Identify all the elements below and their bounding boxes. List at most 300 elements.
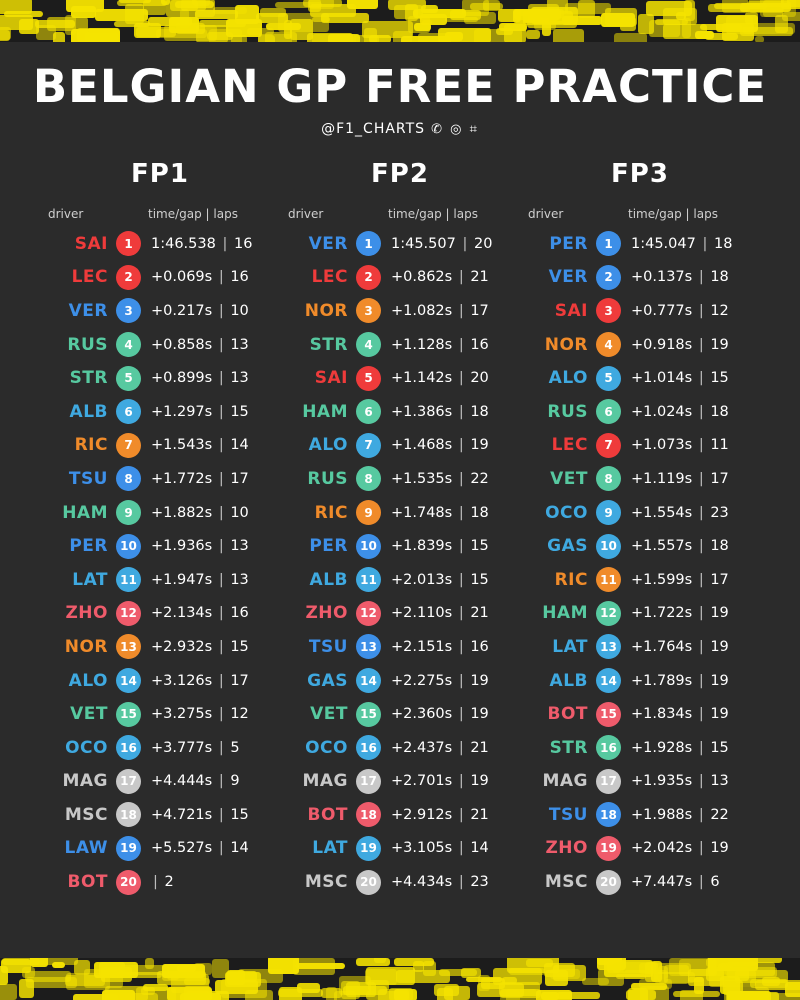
laps-value: 14 [230,437,249,454]
position-badge: 12 [596,601,621,626]
time-gap-laps [391,639,489,655]
laps-value: 18 [710,538,729,555]
position-badge: 14 [356,668,381,693]
time-value: +1.014s [631,370,693,387]
header-time-gap-laps: time/gap | laps [148,207,238,221]
laps-value: 21 [470,605,489,622]
time-gap-laps [151,874,174,890]
driver-code: VER [308,233,348,254]
position-badge: 13 [596,634,621,659]
time-value: +2.912s [391,806,453,823]
kerb-blob [626,990,655,1000]
table-row [284,361,516,395]
separator: | [694,571,709,588]
table-row [524,798,756,832]
table-row [44,395,276,429]
driver-code: LEC [311,267,348,288]
kerb-blob [523,10,539,22]
kerb-blob [725,962,776,977]
header-driver: driver [528,207,564,221]
time-gap-laps [391,437,489,453]
separator: | [694,302,709,319]
table-row [44,697,276,731]
time-gap-laps [151,639,249,655]
position-badge: 19 [596,836,621,861]
driver-code: SAI [314,368,348,389]
time-gap-laps [151,572,249,588]
driver-code: RUS [547,401,588,422]
separator: | [214,336,229,353]
position-badge: 4 [356,332,381,357]
time-value: +1.936s [151,538,213,555]
time-value: +1.073s [631,437,693,454]
separator: | [454,437,469,454]
time-gap-laps [151,337,249,353]
driver-code: NOR [544,334,588,355]
time-gap-laps [391,874,489,890]
laps-value: 18 [710,269,729,286]
table-row [284,429,516,463]
separator: | [694,504,709,521]
time-gap-laps [631,538,729,554]
driver-code: STR [549,737,588,758]
table-row [284,328,516,362]
position-badge: 1 [116,231,141,256]
separator: | [214,571,229,588]
separator: | [694,605,709,622]
position-badge: 4 [116,332,141,357]
time-value: +1.599s [631,571,693,588]
time-gap-laps [631,404,729,420]
kerb-blob [53,32,65,42]
driver-code: LEC [551,435,588,456]
time-value: 1:45.047 [631,235,696,252]
kerb-blob [496,28,513,36]
time-value: +3.126s [151,672,213,689]
driver-code: HAM [302,401,348,422]
driver-code: ZHO [305,603,348,624]
table-row [524,563,756,597]
laps-value: 6 [710,874,720,891]
time-value: +1.839s [391,538,453,555]
time-value: +2.013s [391,571,453,588]
separator: | [454,269,469,286]
position-badge: 16 [596,735,621,760]
kerb-blob [394,989,417,1000]
laps-value: 17 [470,302,489,319]
separator: | [694,806,709,823]
time-gap-laps [631,572,729,588]
time-gap-laps [631,303,729,319]
table-row [524,765,756,799]
time-gap-laps [631,807,729,823]
position-badge: 5 [116,366,141,391]
laps-value: 2 [164,874,174,891]
header-driver: driver [288,207,324,221]
laps-value: 19 [470,437,489,454]
table-row [524,294,756,328]
kerb-blob [673,991,719,997]
time-gap-laps [631,236,732,252]
laps-value: 15 [230,638,249,655]
laps-value: 15 [230,403,249,420]
driver-code: RUS [307,468,348,489]
time-value: 1:46.538 [151,235,216,252]
driver-code: ALO [548,368,588,389]
separator: | [153,874,163,891]
time-value: +1.764s [631,638,693,655]
laps-value: 18 [470,403,489,420]
social-icons: ✆ ◎ ⌗ [431,122,479,137]
time-gap-laps [391,773,489,789]
separator: | [694,269,709,286]
laps-value: 12 [230,706,249,723]
kerb-blob [785,982,800,997]
position-badge: 9 [356,500,381,525]
time-gap-laps [631,471,729,487]
time-gap-laps [631,269,729,285]
driver-code: MAG [542,771,588,792]
laps-value: 16 [470,638,489,655]
kerb-blob [638,14,654,34]
time-value: +1.988s [631,806,693,823]
kerb-blob [645,962,658,982]
time-value: +1.834s [631,706,693,723]
laps-value: 13 [230,336,249,353]
kerb-blob [439,969,477,976]
time-gap-laps [631,773,729,789]
time-value: +5.527s [151,840,213,857]
session-column-fp2 [284,159,516,899]
kerb-blob [136,987,176,1000]
table-row [524,697,756,731]
driver-code: MAG [62,771,108,792]
driver-code: TSU [68,468,108,489]
time-gap-laps [151,840,249,856]
driver-code: BOT [307,804,348,825]
table-row [524,865,756,899]
kerb-blob [437,988,453,1000]
time-value: +1.082s [391,302,453,319]
laps-value: 20 [473,235,493,252]
separator: | [694,437,709,454]
separator: | [214,638,229,655]
table-row [284,798,516,832]
driver-code: OCO [545,502,588,523]
position-badge: 8 [356,466,381,491]
driver-code: RIC [74,435,108,456]
laps-value: 14 [230,840,249,857]
session-title: FP3 [611,159,669,189]
table-row [524,227,756,261]
time-gap-laps [391,605,489,621]
separator: | [214,437,229,454]
table-row [44,664,276,698]
laps-value: 16 [233,235,253,252]
separator: | [454,504,469,521]
time-gap-laps [151,740,240,756]
laps-value: 22 [710,806,729,823]
kerb-blob [22,967,35,978]
kerb-blob [464,12,496,24]
position-badge: 2 [596,265,621,290]
table-row [284,597,516,631]
kerb-blob [578,0,596,18]
column-headers [524,207,756,221]
laps-value: 13 [230,370,249,387]
separator: | [454,773,469,790]
position-badge: 14 [116,668,141,693]
laps-value: 21 [470,739,489,756]
driver-code: SAI [554,300,588,321]
time-value: +3.275s [151,706,213,723]
time-gap-laps [631,370,729,386]
kerb-blob [527,21,577,28]
time-gap-laps [631,505,729,521]
time-value: +1.554s [631,504,693,521]
time-value: +0.858s [151,336,213,353]
table-row [44,294,276,328]
position-badge: 17 [596,769,621,794]
laps-value: 13 [230,571,249,588]
separator: | [214,269,229,286]
driver-code: LAT [552,636,588,657]
laps-value: 17 [230,470,249,487]
time-value: +1.468s [391,437,453,454]
table-row [44,328,276,362]
separator: | [214,706,229,723]
time-gap-laps [151,370,249,386]
separator: | [214,773,229,790]
time-value: +0.217s [151,302,213,319]
kerb-stripe-bottom [0,958,800,1000]
driver-code: VER [548,267,588,288]
kerb-blob [477,983,523,997]
session-column-fp1 [44,159,276,899]
separator: | [214,806,229,823]
time-value: +2.360s [391,706,453,723]
position-badge: 14 [596,668,621,693]
time-gap-laps [151,303,249,319]
kerb-blob [52,962,65,968]
time-value: +1.024s [631,403,693,420]
position-badge: 9 [116,500,141,525]
time-value: +2.042s [631,840,693,857]
kerb-blob [297,983,319,992]
table-row [284,529,516,563]
time-gap-laps [391,236,492,252]
laps-value: 13 [710,773,729,790]
time-gap-laps [631,639,729,655]
kerb-blob [125,4,144,24]
table-row [284,832,516,866]
kerb-blob [541,992,559,1000]
position-badge: 13 [116,634,141,659]
time-value: +2.110s [391,605,453,622]
time-value: +1.535s [391,470,453,487]
time-gap-laps [151,706,249,722]
time-value: +3.777s [151,739,213,756]
position-badge: 6 [356,399,381,424]
time-gap-laps [151,538,249,554]
time-gap-laps [391,740,489,756]
time-value: +1.947s [151,571,213,588]
table-row [44,798,276,832]
time-gap-laps [151,437,249,453]
table-row [524,630,756,664]
time-value: +0.137s [631,269,693,286]
time-value: +3.105s [391,840,453,857]
laps-value: 5 [230,739,240,756]
position-badge: 8 [596,466,621,491]
kerb-blob [303,0,342,7]
time-value: +1.928s [631,739,693,756]
kerb-blob [0,30,10,41]
laps-value: 19 [710,336,729,353]
driver-code: RUS [67,334,108,355]
separator: | [214,403,229,420]
time-value: +1.882s [151,504,213,521]
separator: | [454,571,469,588]
kerb-blob [598,969,624,985]
table-row [524,261,756,295]
table-row [284,227,516,261]
time-value: +1.772s [151,470,213,487]
table-row [524,361,756,395]
kerb-blob [341,981,360,999]
social-handle [0,121,800,137]
time-gap-laps [391,337,489,353]
kerb-blob [394,958,435,966]
driver-code: ZHO [545,838,588,859]
position-badge: 10 [116,534,141,559]
position-badge: 10 [596,534,621,559]
time-gap-laps [391,706,489,722]
separator: | [454,840,469,857]
driver-code: VET [70,704,108,725]
time-value: +1.297s [151,403,213,420]
handle-text: @F1_CHARTS [321,121,426,137]
table-row [284,697,516,731]
time-value: +2.701s [391,773,453,790]
kerb-blob [418,33,460,42]
separator: | [214,504,229,521]
time-value: +0.862s [391,269,453,286]
time-gap-laps [151,505,249,521]
driver-code: ALO [308,435,348,456]
position-badge: 15 [356,702,381,727]
driver-code: NOR [64,636,108,657]
position-badge: 1 [596,231,621,256]
column-headers [44,207,276,221]
driver-code: PER [549,233,588,254]
driver-code: MSC [64,804,108,825]
table-row [284,630,516,664]
table-row [284,731,516,765]
laps-value: 9 [230,773,240,790]
table-row [44,630,276,664]
laps-value: 19 [710,840,729,857]
time-gap-laps [631,740,729,756]
time-gap-laps [631,337,729,353]
table-row [524,328,756,362]
time-gap-laps [631,706,729,722]
separator: | [454,638,469,655]
laps-value: 22 [470,470,489,487]
time-gap-laps [151,773,240,789]
driver-code: NOR [304,300,348,321]
driver-code: LEC [71,267,108,288]
time-value: +1.722s [631,605,693,622]
separator: | [694,370,709,387]
position-badge: 5 [596,366,621,391]
position-badge: 20 [596,870,621,895]
time-gap-laps [151,471,249,487]
kerb-blob [556,992,599,999]
driver-code: GAS [307,670,348,691]
table-row [524,664,756,698]
separator: | [694,773,709,790]
kerb-blob [388,0,426,10]
table-row [44,429,276,463]
time-gap-laps [391,673,489,689]
separator: | [214,739,229,756]
table-row [284,563,516,597]
position-badge: 2 [356,265,381,290]
separator: | [694,672,709,689]
time-value: +4.444s [151,773,213,790]
laps-value: 15 [230,806,249,823]
kerb-blob [180,993,222,1000]
kerb-blob [553,29,584,42]
time-gap-laps [151,605,249,621]
table-row [284,765,516,799]
time-value: +7.447s [631,874,693,891]
table-row [524,462,756,496]
laps-value: 16 [230,605,249,622]
time-value: +0.069s [151,269,213,286]
kerb-blob [66,0,104,12]
separator: | [214,605,229,622]
laps-value: 10 [230,302,249,319]
time-gap-laps [391,471,489,487]
position-badge: 3 [116,298,141,323]
position-badge: 11 [356,567,381,592]
position-badge: 15 [596,702,621,727]
laps-value: 14 [470,840,489,857]
time-gap-laps [151,269,249,285]
time-value: +1.142s [391,370,453,387]
table-row [44,832,276,866]
kerb-blob [195,10,238,19]
separator: | [214,672,229,689]
table-row [284,462,516,496]
laps-value: 15 [470,538,489,555]
table-row [284,496,516,530]
session-title: FP2 [371,159,429,189]
table-row [284,294,516,328]
table-row [284,261,516,295]
laps-value: 23 [470,874,489,891]
position-badge: 8 [116,466,141,491]
kerb-blob [35,20,75,28]
table-row [524,395,756,429]
kerb-blob [353,35,379,42]
table-row [44,462,276,496]
position-badge: 18 [596,802,621,827]
laps-value: 16 [230,269,249,286]
time-value: +2.932s [151,638,213,655]
